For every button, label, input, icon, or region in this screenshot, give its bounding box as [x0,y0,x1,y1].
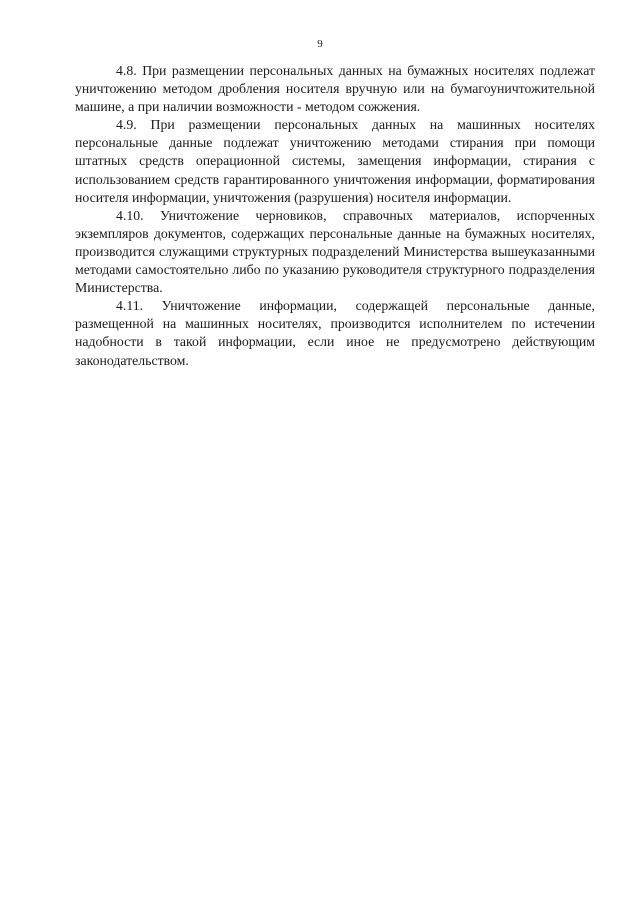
paragraph-4-8: 4.8. При размещении персональных данных на бумажных носителях подлежат уничтожению методом дробления носителя вручную или на бумагоуничтожительной машине, а при наличии возможности - методом сожжения. [75,63,595,115]
document-body [75,62,595,370]
paragraph-4-10: 4.10. Уничтожение черновиков, справочных материалов, испорченных экземпляров документов, содержащих персональные данные на бумажных носителях, производится служащими структурных подразделений Министерства вышеуказанными методами самостоятельно либо по указанию руководителя структурного подразделения Министерства. [75,207,595,296]
page-number: 9 [317,38,323,50]
paragraph-4-9: 4.9. При размещении персональных данных на машинных носителях персональные данные подлежат уничтожению методами стирания при помощи штатных средств операционной системы, замещения информации, стирания с использованием средств гарантированного уничтожения информации, форматирования носителя информации, уничтожения (разрушения) носителя информации. [75,117,595,205]
paragraph-4-11: 4.11. Уничтожение информации, содержащей персональные данные, размещенной на машинных носителях, производится исполнителем по истечении надобности в такой информации, если иное не предусмотрено действующим законодательством. [75,298,595,368]
